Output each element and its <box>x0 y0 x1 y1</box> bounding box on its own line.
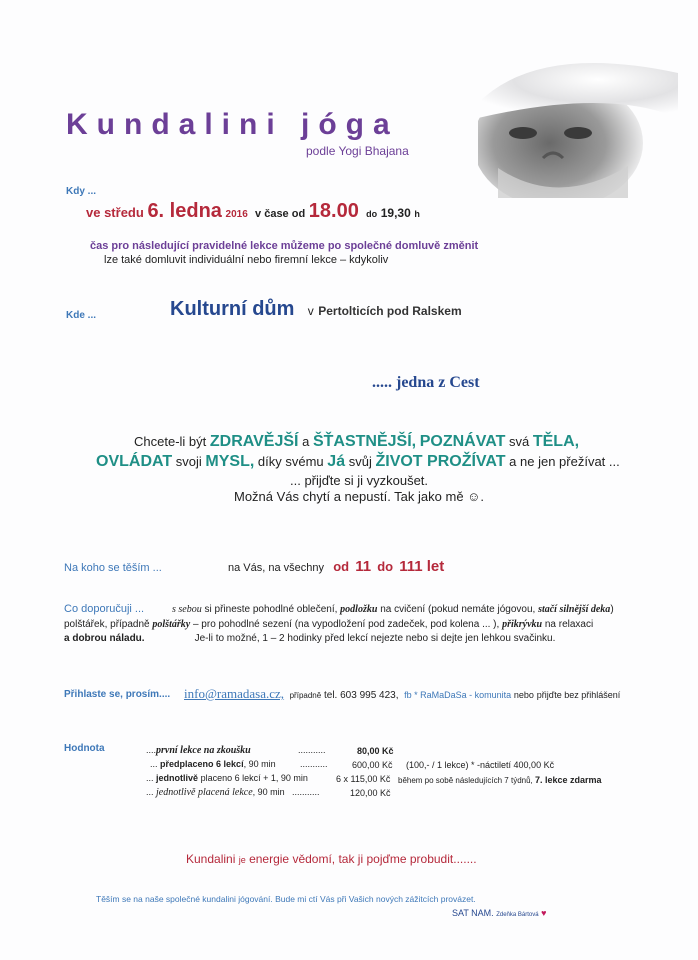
pitch-l2-b: díky svému <box>257 454 324 469</box>
contact-label: Přihlaste se, prosím.... <box>64 689 171 700</box>
pitch-stastnejsi: ŠŤASTNĚJŠÍ, <box>312 433 417 450</box>
pitch-tela: TĚLA, <box>532 433 580 450</box>
kde-label: Kde ... <box>66 310 97 321</box>
pitch-line-3: ... přijďte si ji vyzkoušet. <box>290 473 429 488</box>
price-row-2-price: 600,00 Kč <box>352 760 393 770</box>
rec-r1-a: si přineste pohodlné oblečení, <box>204 604 338 615</box>
event-date: 6. ledna <box>147 200 222 222</box>
date-line <box>86 200 420 223</box>
pricing-label: Hodnota <box>64 743 105 754</box>
audience-do: do <box>377 559 394 574</box>
price-row-4-name: jednotlivě placená lekce <box>156 787 253 798</box>
kde-v: v <box>307 304 314 318</box>
pitch-ovladat: OVLÁDAT <box>96 453 173 470</box>
price-row-3-dur: placeno 6 lekcí + 1, 90 min <box>200 773 308 783</box>
sat-nam: SAT NAM. <box>452 908 494 918</box>
pitch-l2-d: a ne jen přežívat ... <box>509 454 620 469</box>
pitch-mysl: MYSL, <box>205 453 255 470</box>
closing-line <box>186 852 477 866</box>
price-row-4-dur: , 90 min <box>252 787 285 797</box>
price-row-1-name: první lekce na zkoušku <box>156 745 251 756</box>
heart-icon: ♥ <box>541 908 547 918</box>
price-row-4-dots: ........... <box>292 787 320 797</box>
price-row-3 <box>146 773 308 783</box>
pitch-zdravejsi: ZDRAVĚJŠÍ <box>209 433 299 450</box>
rec-r3-a: a <box>64 633 70 644</box>
kdy-line-1: čas pro následující pravidelné lekce můžeme po společné domluvě změnit <box>90 240 479 252</box>
contact-fb[interactable]: fb * RaMaDaSa - komunita <box>404 690 512 700</box>
recommend-label: Co doporučuji ... <box>64 603 145 615</box>
contact-email[interactable]: info@ramadasa.cz, <box>184 686 285 701</box>
price-row-2 <box>150 759 276 769</box>
rec-staci: stačí silnější deka <box>538 604 611 615</box>
recommend-line-2 <box>64 619 593 630</box>
signature-name: Zdeňka Bártová <box>496 912 539 918</box>
ve-stredu: ve středu <box>86 205 144 220</box>
price-row-3-lead: ... <box>146 773 154 783</box>
pitch-poznavat: POZNÁVAT <box>419 433 506 450</box>
venue-name: Kulturní dům <box>170 298 295 320</box>
tagline: ..... jedna z Cest <box>372 374 480 391</box>
price-row-3-name: jednotlivě <box>156 773 199 783</box>
pitch-l1-c: svá <box>508 434 530 449</box>
pitch-zivot: ŽIVOT PROŽÍVAT <box>375 453 506 470</box>
contact-nebo: nebo <box>513 690 534 700</box>
audience-od: od <box>333 559 350 574</box>
event-year: 2016 <box>225 209 248 220</box>
pitch-line-2 <box>96 453 620 471</box>
pitch-l1-a: Chcete-li být <box>134 434 207 449</box>
pitch-l2-a: svoji <box>175 454 202 469</box>
rec-prikryvku: přikrývku <box>502 619 543 630</box>
poster-subtitle: podle Yogi Bhajana <box>306 144 409 158</box>
rec-r2-c: na relaxaci <box>544 619 594 630</box>
price-row-1-price: 80,00 Kč <box>357 746 394 756</box>
venue-place: Pertolticích pod Ralskem <box>318 304 462 318</box>
kdy-line-2: lze také domluvit individuální nebo firemní lekce – kdykoliv <box>104 254 389 266</box>
price-row-2-note: (100,- / 1 lekce) * -náctiletí 400,00 Kč <box>406 760 555 770</box>
contact-prijdte: přijďte bez přihlášení <box>536 690 621 700</box>
rec-r1-c: ) <box>610 604 614 615</box>
pitch-line-4: Možná Vás chytí a nepustí. Tak jako mě ☺. <box>234 489 485 504</box>
price-row-2-name: předplaceno 6 lekcí <box>160 759 244 769</box>
rec-r3-b: Je-li to možné, 1 – 2 hodinky před lekcí nejezte nebo si dejte jen lehkou svačinku. <box>194 633 556 644</box>
rec-dobrou: dobrou náladu. <box>72 633 145 644</box>
yogi-portrait <box>478 48 678 198</box>
price-row-3-note-wrap <box>398 775 602 785</box>
pitch-l1-b: a <box>302 434 310 449</box>
pitch-l2-c: svůj <box>348 454 372 469</box>
price-row-3-note: během po sobě následujících 7 týdnů, <box>398 776 533 785</box>
recommend-line-1 <box>172 604 614 615</box>
poster-title: Kundalini jóga <box>66 108 399 141</box>
contact-pripadne: případně <box>289 691 322 700</box>
time-from: 18.00 <box>308 200 359 222</box>
audience-line <box>228 558 444 575</box>
price-row-4-lead: ... <box>146 787 154 797</box>
signature-line <box>452 908 546 918</box>
contact-line <box>184 686 620 702</box>
kdy-label: Kdy ... <box>66 186 97 197</box>
price-row-4-price: 120,00 Kč <box>350 788 391 798</box>
audience-to: 111 let <box>399 558 445 575</box>
price-row-1 <box>146 745 251 756</box>
price-row-3-price: 6 x 115,00 Kč <box>336 774 391 784</box>
pitch-ja: Já <box>327 453 346 470</box>
closing-je: je <box>238 855 246 865</box>
rec-polstarky: polštářky <box>152 619 191 630</box>
kde-line <box>170 298 462 321</box>
price-row-2-dur: , 90 min <box>243 759 276 769</box>
price-row-2-lead: ... <box>150 759 158 769</box>
contact-tel: tel. 603 995 423, <box>323 690 399 701</box>
audience-label: Na koho se těším ... <box>64 562 162 574</box>
rec-r2-b: – pro pohodlné sezení (na vypodložení pod zadeček, pod kolena ... ), <box>192 619 500 630</box>
audience-text: na Vás, na všechny <box>228 562 325 574</box>
rec-r1-b: na cvičení (pokud nemáte jógovou, <box>380 604 536 615</box>
time-to: 19,30 <box>380 206 411 220</box>
rec-podlozku: podložku <box>340 604 378 615</box>
price-row-4 <box>146 787 285 798</box>
closing-thanks: Těším se na naše společné kundalini jógování. Bude mi ctí Vás při Vašich nových zážitcích provázet. <box>96 894 476 904</box>
price-row-1-lead: .... <box>146 745 157 755</box>
rec-s-sebou: s sebou <box>172 604 202 615</box>
v-case-od: v čase od <box>255 208 306 220</box>
time-h: h <box>414 209 420 219</box>
price-row-3-note-bold: 7. lekce zdarma <box>535 775 602 785</box>
recommend-line-3 <box>64 633 555 644</box>
closing-kundalini: Kundalini <box>186 852 236 866</box>
price-row-1-dots: ........... <box>298 745 326 755</box>
audience-from: 11 <box>355 558 372 575</box>
rec-r2-a: polštářek, případně <box>64 619 150 630</box>
pitch-line-1 <box>134 433 579 451</box>
time-do: do <box>366 209 378 219</box>
closing-rest: energie vědomí, tak ji pojďme probudit....... <box>249 852 477 866</box>
price-row-2-dots: ........... <box>300 759 328 769</box>
